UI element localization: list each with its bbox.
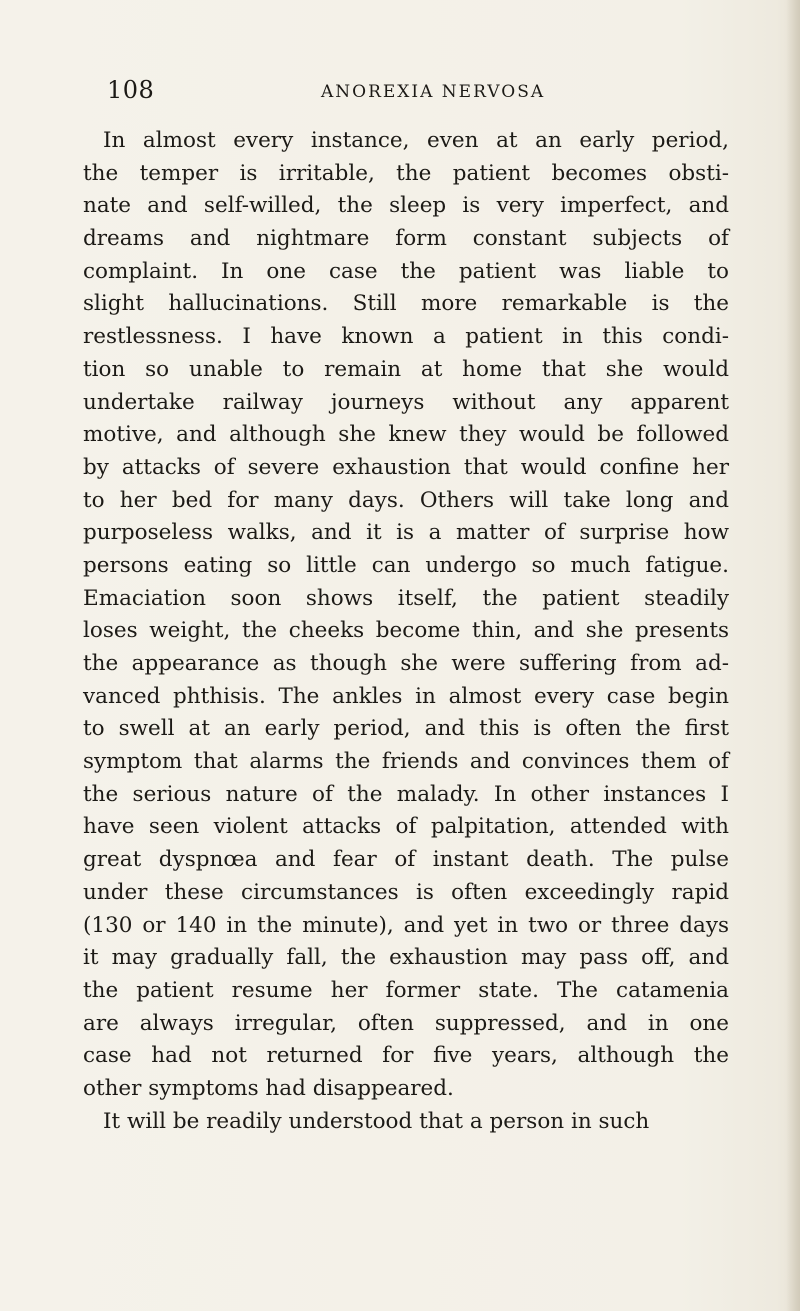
text-line: motive, and although she knew they would be followed	[83, 422, 729, 448]
text-line: loses weight, the cheeks become thin, and she presents	[83, 618, 729, 644]
text-line: other symptoms had disappeared.	[83, 1075, 454, 1101]
running-title: ANOREXIA NERVOSA	[321, 82, 546, 102]
text-line: to her bed for many days. Others will take long and	[83, 487, 729, 513]
text-line: restlessness. I have known a patient in this condi-	[83, 324, 729, 350]
running-head	[107, 76, 747, 116]
body-text	[83, 125, 729, 1138]
text-line: are always irregular, often suppressed, and in one	[83, 1010, 729, 1036]
text-line: slight hallucinations. Still more remarkable is the	[83, 291, 729, 317]
text-line: undertake railway journeys without any apparent	[83, 389, 729, 415]
text-line: complaint. In one case the patient was liable to	[83, 258, 729, 284]
text-line: nate and self-willed, the sleep is very imperfect, and	[83, 193, 729, 219]
text-line: it may gradually fall, the exhaustion may pass off, and	[83, 945, 729, 971]
page-edge-shadow	[786, 0, 800, 1311]
text-line: symptom that alarms the friends and convinces them of	[83, 749, 729, 775]
text-line: Emaciation soon shows itself, the patient steadily	[83, 585, 729, 611]
text-line: In almost every instance, even at an early period,	[103, 128, 729, 153]
text-line: dreams and nightmare form constant subjects of	[83, 226, 729, 252]
text-line: the temper is irritable, the patient becomes obsti-	[83, 160, 729, 186]
text-line: tion so unable to remain at home that she would	[83, 356, 729, 382]
text-line: to swell at an early period, and this is often the first	[83, 716, 729, 742]
text-line: purposeless walks, and it is a matter of surprise how	[83, 520, 729, 546]
text-line: It will be readily understood that a person in such	[103, 1108, 650, 1134]
text-line: vanced phthisis. The ankles in almost every case begin	[83, 683, 729, 709]
text-line: have seen violent attacks of palpitation, attended with	[83, 814, 729, 840]
text-line: by attacks of severe exhaustion that would confine her	[83, 454, 729, 480]
text-line: persons eating so little can undergo so much fatigue.	[83, 552, 729, 578]
text-line: under these circumstances is often exceedingly rapid	[83, 879, 729, 905]
text-line: the serious nature of the malady. In other instances I	[83, 781, 729, 807]
page-number: 108	[107, 76, 155, 104]
text-line: great dyspnœa and fear of instant death. The pulse	[83, 847, 729, 873]
text-line: the appearance as though she were suffering from ad-	[83, 651, 729, 676]
text-line: the patient resume her former state. The catamenia	[83, 977, 729, 1003]
text-line: (130 or 140 in the minute), and yet in two or three days	[83, 912, 729, 938]
text-line: case had not returned for five years, although the	[83, 1043, 729, 1069]
